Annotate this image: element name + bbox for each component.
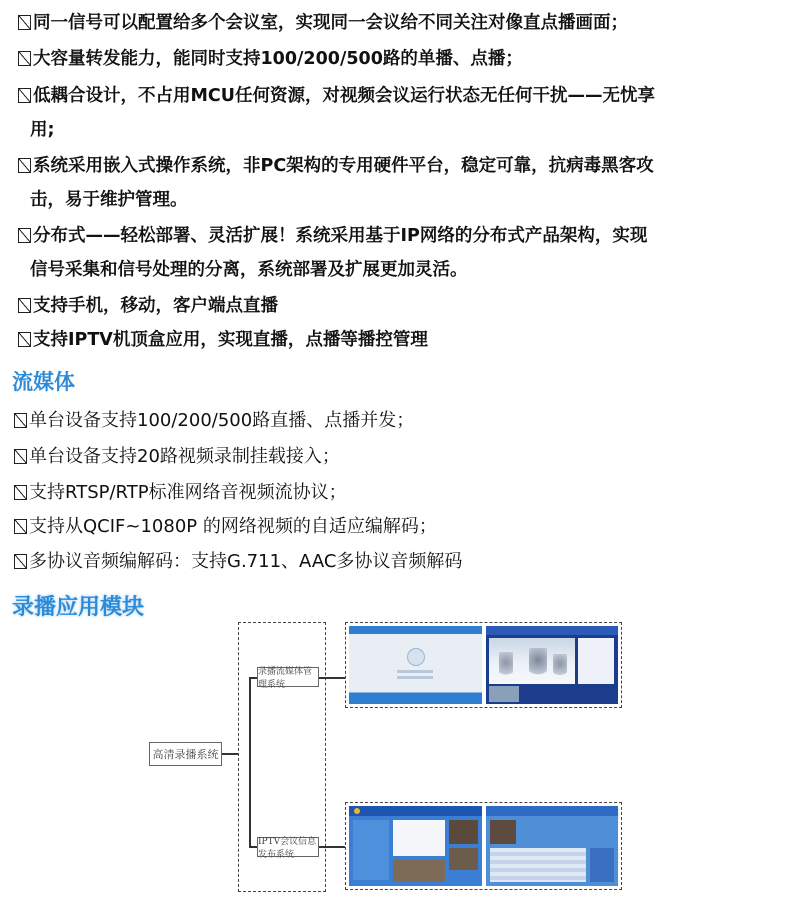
thumbnail: [489, 686, 519, 702]
feature-item: 系统采用嵌入式操作系统，非PC架构的专用硬件平台，稳定可靠，抗病毒黑客攻: [18, 149, 654, 183]
streaming-item: 多协议音频编解码：支持G.711、AAC多协议音频解码: [14, 545, 462, 579]
connector-line: [249, 677, 257, 679]
login-field-graphic: [397, 670, 433, 673]
branch-node-iptv: IPTV会议信息发布系统: [257, 837, 319, 857]
video-screenshot: [486, 626, 618, 704]
feature-item: 低耦合设计，不占用MCU任何资源，对视频会议运行状态无任何干扰——无忧享: [18, 79, 655, 113]
connector-line: [319, 677, 345, 679]
checkbox-icon: [18, 158, 31, 173]
feature-item-continued: 用;: [30, 120, 55, 140]
side-panel: [578, 638, 614, 684]
connector-line: [249, 846, 257, 848]
streaming-item: 支持从QCIF~1080P 的网络视频的自适应编解码；: [14, 510, 437, 544]
login-field-graphic: [397, 676, 433, 679]
recording-diagram: [0, 612, 790, 900]
snow-scene-image: [489, 638, 575, 684]
checkbox-icon: [18, 228, 31, 243]
checkbox-icon: [14, 554, 27, 569]
feature-item-continued: 击，易于维护管理。: [30, 190, 188, 210]
feature-item: 支持IPTV机顶盒应用，实现直播，点播等播控管理: [18, 323, 428, 357]
checkbox-icon: [14, 449, 27, 464]
checkbox-icon: [18, 51, 31, 66]
checkbox-icon: [14, 485, 27, 500]
video-thumbnail: [449, 820, 478, 844]
checkbox-icon: [18, 15, 31, 30]
app-header-bar: [486, 806, 618, 816]
data-table: [490, 848, 586, 882]
checkbox-icon: [14, 413, 27, 428]
streaming-item: 支持RTSP/RTP标准网络音视频流协议；: [14, 476, 347, 510]
iptv-list-screenshot: [486, 806, 618, 886]
streaming-item: 单台设备支持100/200/500路直播、点播并发；: [14, 404, 414, 438]
iptv-screenshot: [349, 806, 482, 886]
streaming-item: 单台设备支持20路视频录制挂载接入；: [14, 440, 340, 474]
feature-item: 大容量转发能力，能同时支持100/200/500路的单播、点播；: [18, 42, 523, 76]
video-thumbnail: [490, 820, 516, 844]
checkbox-icon: [14, 519, 27, 534]
video-thumbnail: [393, 860, 445, 882]
trunk-line: [249, 677, 251, 847]
checkbox-icon: [18, 298, 31, 313]
feature-item: 支持手机，移动，客户端点直播: [18, 289, 278, 323]
app-header-bar: [349, 806, 482, 816]
avatar-icon: [407, 648, 425, 666]
menu-panel: [353, 820, 389, 880]
feature-item: 同一信号可以配置给多个会议室，实现同一会议给不同关注对像直点播画面；: [18, 6, 628, 40]
section-title-streaming: 流媒体: [12, 370, 75, 394]
feature-item: 分布式——轻松部署、灵活扩展！系统采用基于IP网络的分布式产品架构，实现: [18, 219, 647, 253]
logo-icon: [354, 808, 360, 814]
tree-graphic: [529, 648, 547, 678]
root-node: 高清录播系统: [149, 742, 222, 766]
branch-node-streaming: 录播流媒体管理系统: [257, 667, 319, 687]
video-thumbnail: [449, 848, 478, 870]
keypad-panel: [590, 848, 614, 882]
checkbox-icon: [18, 332, 31, 347]
tree-graphic: [499, 652, 513, 678]
text-panel: [393, 820, 445, 856]
tree-graphic: [553, 654, 567, 678]
section-title-recording: 录播应用模块: [12, 595, 145, 620]
login-screenshot: [349, 626, 482, 704]
checkbox-icon: [18, 88, 31, 103]
app-header-bar: [486, 626, 618, 635]
connector-line: [222, 753, 238, 755]
feature-item-continued: 信号采集和信号处理的分离，系统部署及扩展更加灵活。: [30, 260, 468, 280]
connector-line: [319, 846, 345, 848]
